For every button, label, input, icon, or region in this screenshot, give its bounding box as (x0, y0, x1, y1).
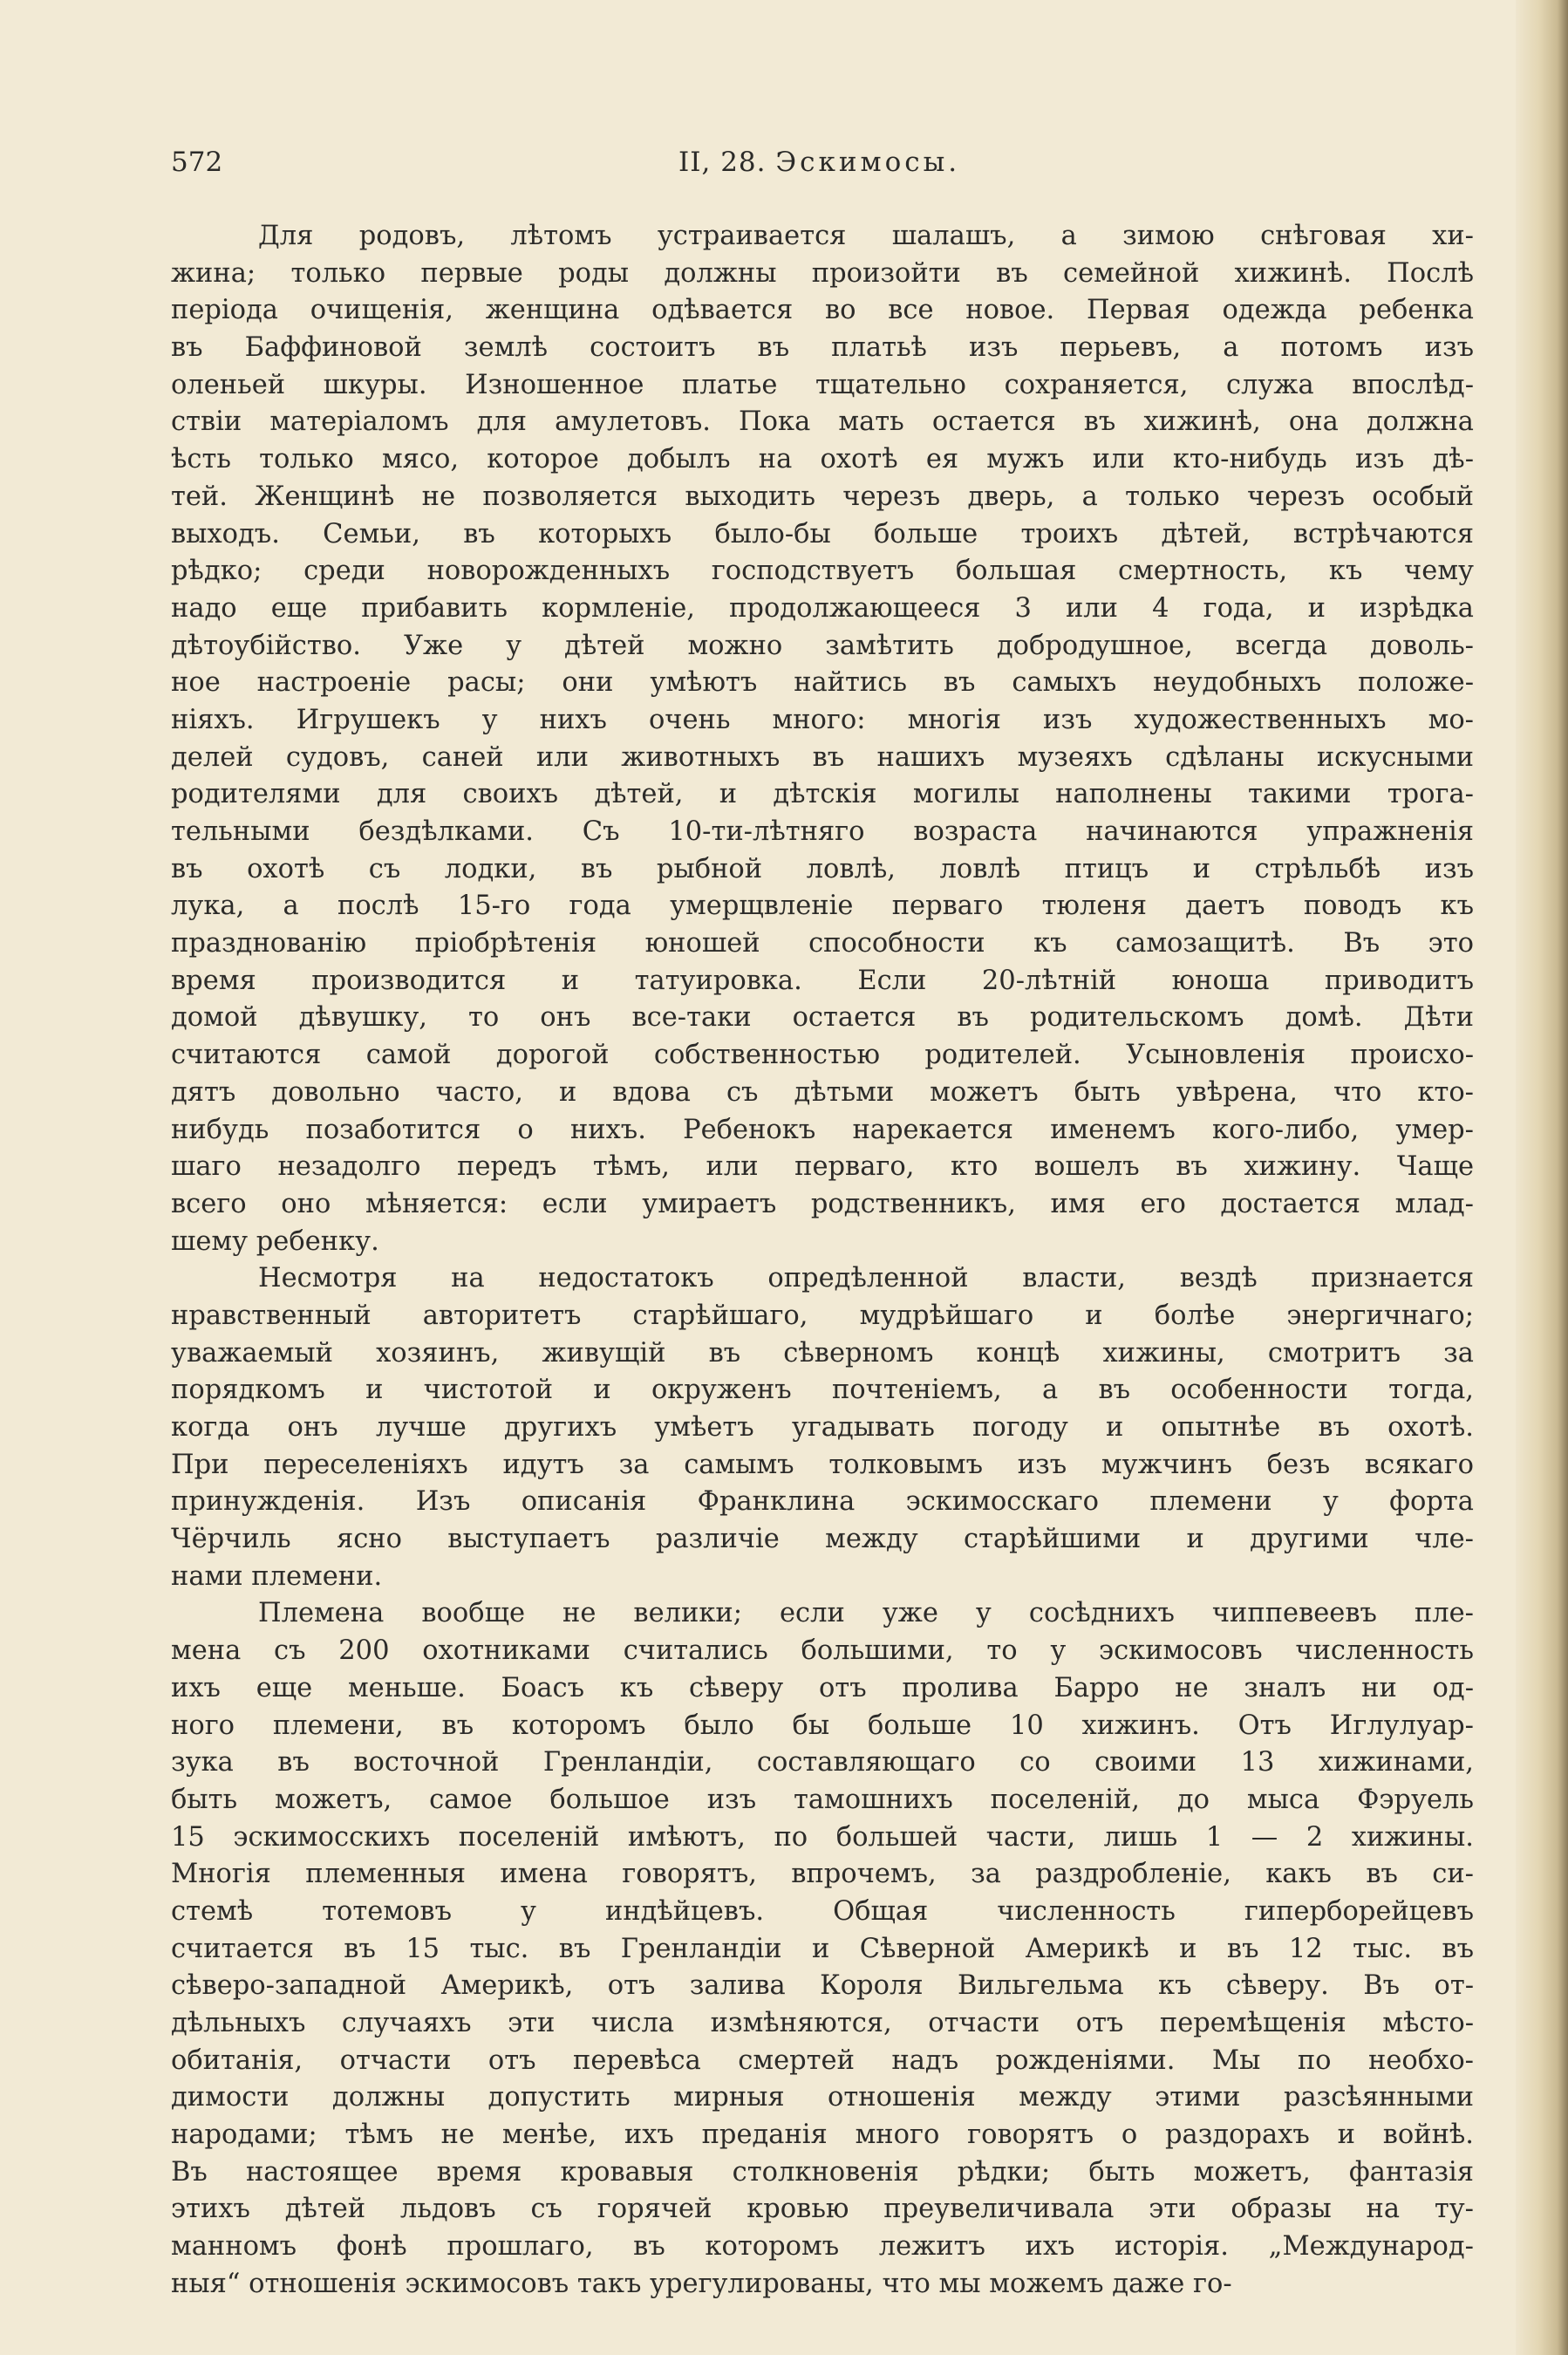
text-line: считаются самой дорогой собственностью родителей. Усыновленія происхо- (171, 1040, 1474, 1071)
text-line: домой дѣвушку, то онъ все-таки остается въ родительскомъ домѣ. Дѣти (171, 1002, 1474, 1034)
text-line: лука, а послѣ 15-го года умерщвленіе перваго тюленя даетъ поводъ къ (171, 891, 1474, 922)
text-line: тельными бездѣлками. Съ 10-ти-лѣтняго возраста начинаются упражненія (171, 816, 1474, 847)
text-line: этихъ дѣтей льдовъ съ горячей кровью преувеличивала эти образы на ту- (171, 2194, 1474, 2225)
page-edge-shadow (1516, 0, 1568, 2355)
text-line: нами племени. (171, 1560, 383, 1592)
text-line: ніяхъ. Игрушекъ у нихъ очень много: многія изъ художественныхъ мо- (171, 704, 1474, 735)
text-line: шаго незадолго передъ тѣмъ, или перваго, кто вошелъ въ хижину. Чаще (171, 1151, 1474, 1183)
text-line: Чёрчиль ясно выступаетъ различіе между старѣйшими и другими чле- (171, 1524, 1474, 1555)
text-line: считается въ 15 тыс. въ Гренландіи и Сѣверной Америкѣ и въ 12 тыс. въ (171, 1933, 1474, 1964)
text-line: быть можетъ, самое большое изъ тамошнихъ поселеній, до мыса Фэруель (171, 1784, 1474, 1815)
text-line: ныя“ отношенія эскимосовъ такъ урегулированы, что мы можемъ даже го- (171, 2268, 1232, 2299)
text-line: зука въ восточной Гренландіи, составляющаго со своими 13 хижинами, (171, 1747, 1474, 1778)
text-line: всего оно мѣняется: если умираетъ родственникъ, имя его достается млад- (171, 1188, 1474, 1219)
text-line: ное настроеніе расы; они умѣютъ найтись въ самыхъ неудобныхъ положе- (171, 667, 1474, 699)
text-line: ствіи матеріаломъ для амулетовъ. Пока мать остается въ хижинѣ, она должна (171, 406, 1474, 438)
paragraph (171, 218, 1474, 1260)
text-line: выходъ. Семьи, въ которыхъ было-бы больше троихъ дѣтей, встрѣчаются (171, 518, 1474, 550)
text-line: ѣсть только мясо, которое добылъ на охотѣ ея мужъ или кто-нибудь изъ дѣ- (171, 444, 1474, 475)
text-line: сѣверо-западной Америкѣ, отъ залива Короля Вильгельма къ сѣверу. Въ от- (171, 1970, 1474, 2002)
text-line: мена съ 200 охотниками считались большими, то у эскимосовъ численность (171, 1635, 1474, 1667)
page-number: 572 (171, 147, 223, 178)
page-header (171, 147, 1470, 190)
body-text (171, 218, 1474, 2304)
text-line: Несмотря на недостатокъ опредѣленной власти, вездѣ признается (258, 1263, 1474, 1294)
text-line: Многія племенныя имена говорятъ, впрочемъ, за раздробленіе, какъ въ си- (171, 1859, 1474, 1890)
text-line: нибудь позаботится о нихъ. Ребенокъ нарекается именемъ кого-либо, умер- (171, 1114, 1474, 1145)
text-line: дѣтоубійство. Уже у дѣтей можно замѣтить добродушное, всегда доволь- (171, 630, 1474, 661)
text-line: дѣльныхъ случаяхъ эти числа измѣняются, отчасти отъ перемѣщенія мѣсто- (171, 2008, 1474, 2038)
text-line: При переселеніяхъ идутъ за самымъ толковымъ изъ мужчинъ безъ всякаго (171, 1449, 1474, 1480)
text-line: ного племени, въ которомъ было бы больше 10 хижинъ. Отъ Иглулуар- (171, 1710, 1474, 1741)
text-line: Въ настоящее время кровавыя столкновенія рѣдки; быть можетъ, фантазія (171, 2156, 1474, 2188)
text-line: періода очищенія, женщина одѣвается во все новое. Первая одежда ребенка (171, 295, 1474, 326)
text-line: рѣдко; среди новорожденныхъ господствуетъ большая смертность, къ чему (171, 556, 1474, 587)
running-head (678, 147, 960, 178)
text-line: шему ребенку. (171, 1225, 379, 1257)
text-line: когда онъ лучше другихъ умѣетъ угадывать погоду и опытнѣе въ охотѣ. (171, 1412, 1474, 1443)
text-line: народами; тѣмъ не менѣе, ихъ преданія много говорятъ о раздорахъ и войнѣ. (171, 2120, 1474, 2151)
paragraph (171, 1595, 1474, 2303)
text-line: оленьей шкуры. Изношенное платье тщательно сохраняется, служа впослѣд- (171, 369, 1474, 400)
text-line: надо еще прибавить кормленіе, продолжающееся 3 или 4 года, и изрѣдка (171, 592, 1474, 624)
text-line: Для родовъ, лѣтомъ устраивается шалашъ, а зимою снѣговая хи- (258, 221, 1474, 251)
text-line: 15 эскимосскихъ поселеній имѣютъ, по большей части, лишь 1 — 2 хижины. (171, 1821, 1474, 1853)
text-line: манномъ фонѣ прошлаго, въ которомъ лежитъ ихъ исторія. „Международ- (171, 2231, 1474, 2263)
text-line: Племена вообще не велики; если уже у сосѣднихъ чиппевеевъ пле- (258, 1598, 1474, 1629)
text-line: уважаемый хозяинъ, живущій въ сѣверномъ концѣ хижины, смотритъ за (171, 1337, 1474, 1369)
text-line: стемѣ тотемовъ у индѣйцевъ. Общая численность гиперборейцевъ (171, 1895, 1474, 1927)
text-line: дятъ довольно часто, и вдова съ дѣтьми можетъ быть увѣрена, что кто- (171, 1076, 1474, 1108)
running-head-title: Эскимосы. (775, 147, 961, 178)
text-line: въ охотѣ съ лодки, въ рыбной ловлѣ, ловлѣ птицъ и стрѣльбѣ изъ (171, 853, 1474, 884)
text-line: тей. Женщинѣ не позволяется выходить черезъ дверь, а только черезъ особый (171, 481, 1474, 512)
text-line: димости должны допустить мирныя отношенія между этими разсѣянными (171, 2082, 1474, 2113)
text-line: въ Баффиновой землѣ состоитъ въ платьѣ изъ перьевъ, а потомъ изъ (171, 332, 1474, 364)
text-line: время производится и татуировка. Если 20-лѣтній юноша приводитъ (171, 965, 1474, 996)
text-line: делей судовъ, саней или животныхъ въ нашихъ музеяхъ сдѣланы искусными (171, 741, 1474, 773)
running-head-prefix: II, 28. (678, 147, 767, 178)
text-line: нравственный авторитетъ старѣйшаго, мудрѣйшаго и болѣе энергичнаго; (171, 1300, 1474, 1331)
text-line: принужденія. Изъ описанія Франклина эскимосскаго племени у форта (171, 1486, 1474, 1518)
text-line: празднованію пріобрѣтенія юношей способности къ самозащитѣ. Въ это (171, 928, 1474, 959)
text-line: порядкомъ и чистотой и окруженъ почтеніемъ, а въ особенности тогда, (171, 1375, 1474, 1406)
paragraph (171, 1260, 1474, 1595)
text-line: жина; только первые роды должны произойти въ семейной хижинѣ. Послѣ (171, 257, 1474, 289)
text-line: ихъ еще меньше. Боасъ къ сѣверу отъ пролива Барро не зналъ ни од- (171, 1672, 1474, 1703)
text-line: родителями для своихъ дѣтей, и дѣтскія могилы наполнены такими трога- (171, 779, 1474, 810)
text-line: обитанія, отчасти отъ перевѣса смертей надъ рожденіями. Мы по необхо- (171, 2044, 1474, 2076)
